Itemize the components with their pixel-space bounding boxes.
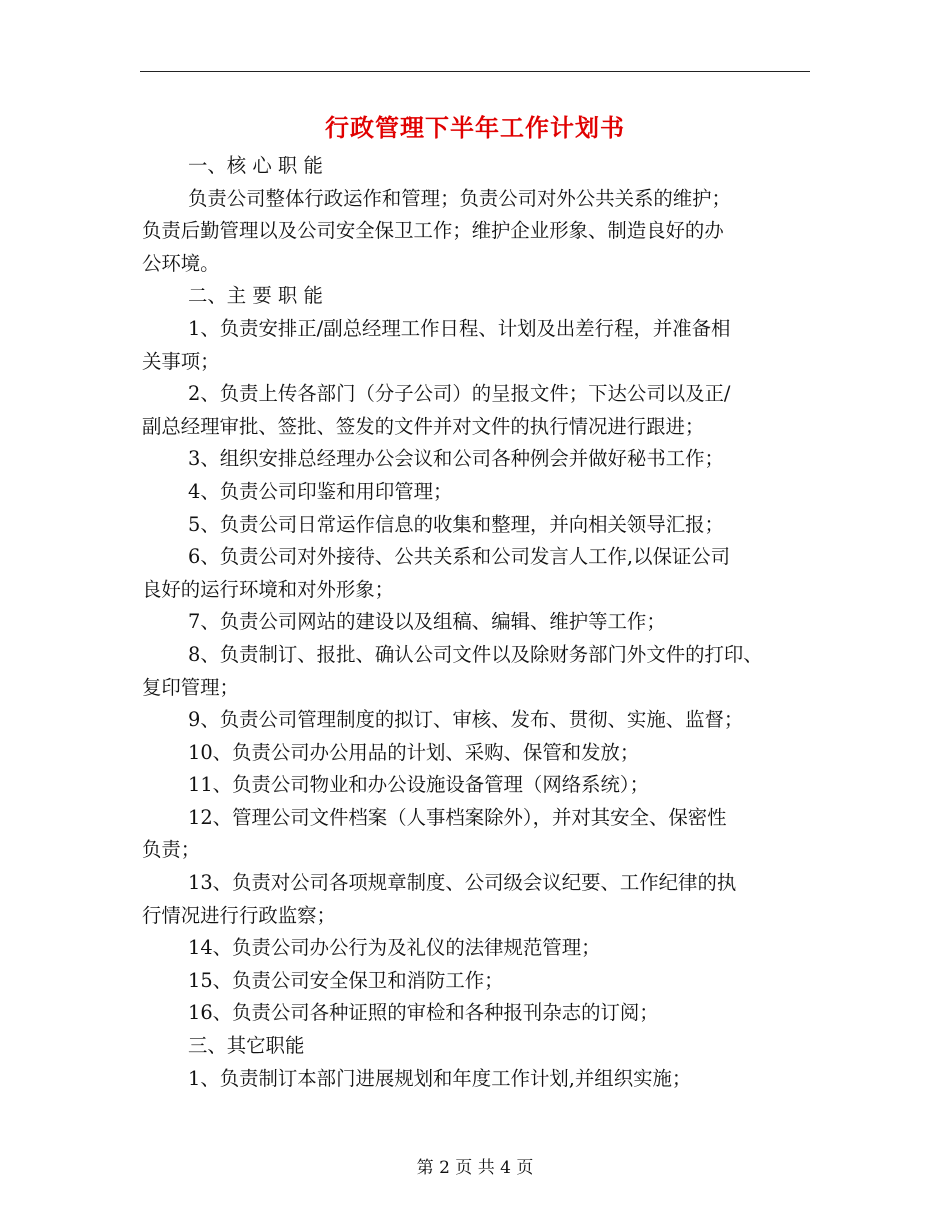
header-rule xyxy=(140,71,810,72)
list-item: 5、负责公司日常运作信息的收集和整理，并向相关领导汇报； xyxy=(188,512,724,536)
section-heading: 三、其它职能 xyxy=(188,1034,305,1058)
list-item: 9、负责公司管理制度的拟订、审核、发布、贯彻、实施、监督； xyxy=(188,708,744,732)
list-item: 1、负责制订本部门进展规划和年度工作计划,并组织实施； xyxy=(188,1066,692,1090)
list-item-continuation: 负责； xyxy=(142,838,201,862)
list-item: 15、负责公司安全保卫和消防工作； xyxy=(188,968,504,992)
paragraph-line: 公环境。 xyxy=(142,251,220,275)
list-item: 3、组织安排总经理办公会议和公司各种例会并做好秘书工作； xyxy=(188,447,724,471)
list-item: 2、负责上传各部门（分子公司）的呈报文件；下达公司以及正/ xyxy=(188,382,731,406)
list-item: 12、管理公司文件档案（人事档案除外），并对其安全、保密性 xyxy=(188,805,727,829)
list-item: 16、负责公司各种证照的审检和各种报刊杂志的订阅； xyxy=(188,1001,659,1025)
document-body xyxy=(142,150,814,1095)
section-heading: 二、主 要 职 能 xyxy=(188,284,323,308)
list-item: 4、负责公司印鉴和用印管理； xyxy=(188,479,453,503)
section-heading: 一、核 心 职 能 xyxy=(188,154,323,177)
paragraph-line: 负责后勤管理以及公司安全保卫工作；维护企业形象、制造良好的办 xyxy=(142,219,724,243)
list-item-continuation: 副总经理审批、签批、签发的文件并对文件的执行情况进行跟进； xyxy=(142,414,705,438)
list-item: 13、负责对公司各项规章制度、公司级会议纪要、工作纪律的执 xyxy=(188,871,737,895)
list-item: 10、负责公司办公用品的计划、采购、保管和发放； xyxy=(188,740,640,764)
list-item-continuation: 复印管理； xyxy=(142,675,239,699)
list-item: 14、负责公司办公行为及礼仪的法律规范管理； xyxy=(188,936,601,960)
list-item-continuation: 良好的运行环境和对外形象； xyxy=(142,577,395,601)
page-number-footer: 第 2 页 共 4 页 xyxy=(416,1158,534,1178)
list-item: 7、负责公司网站的建设以及组稿、编辑、维护等工作； xyxy=(188,610,666,634)
list-item: 8、负责制订、报批、确认公司文件以及除财务部门外文件的打印、 xyxy=(188,642,763,666)
document-title: 行政管理下半年工作计划书 xyxy=(325,113,625,142)
list-item: 6、负责公司对外接待、公共关系和公司发言人工作,以保证公司 xyxy=(188,545,731,569)
paragraph-line: 负责公司整体行政运作和管理；负责公司对外公共关系的维护； xyxy=(188,186,731,210)
list-item: 11、负责公司物业和办公设施设备管理（网络系统）； xyxy=(188,773,649,797)
list-item-continuation: 行情况进行行政监察； xyxy=(142,903,336,927)
list-item: 1、负责安排正/副总经理工作日程、计划及出差行程，并准备相 xyxy=(188,316,731,340)
list-item-continuation: 关事项； xyxy=(142,349,220,373)
